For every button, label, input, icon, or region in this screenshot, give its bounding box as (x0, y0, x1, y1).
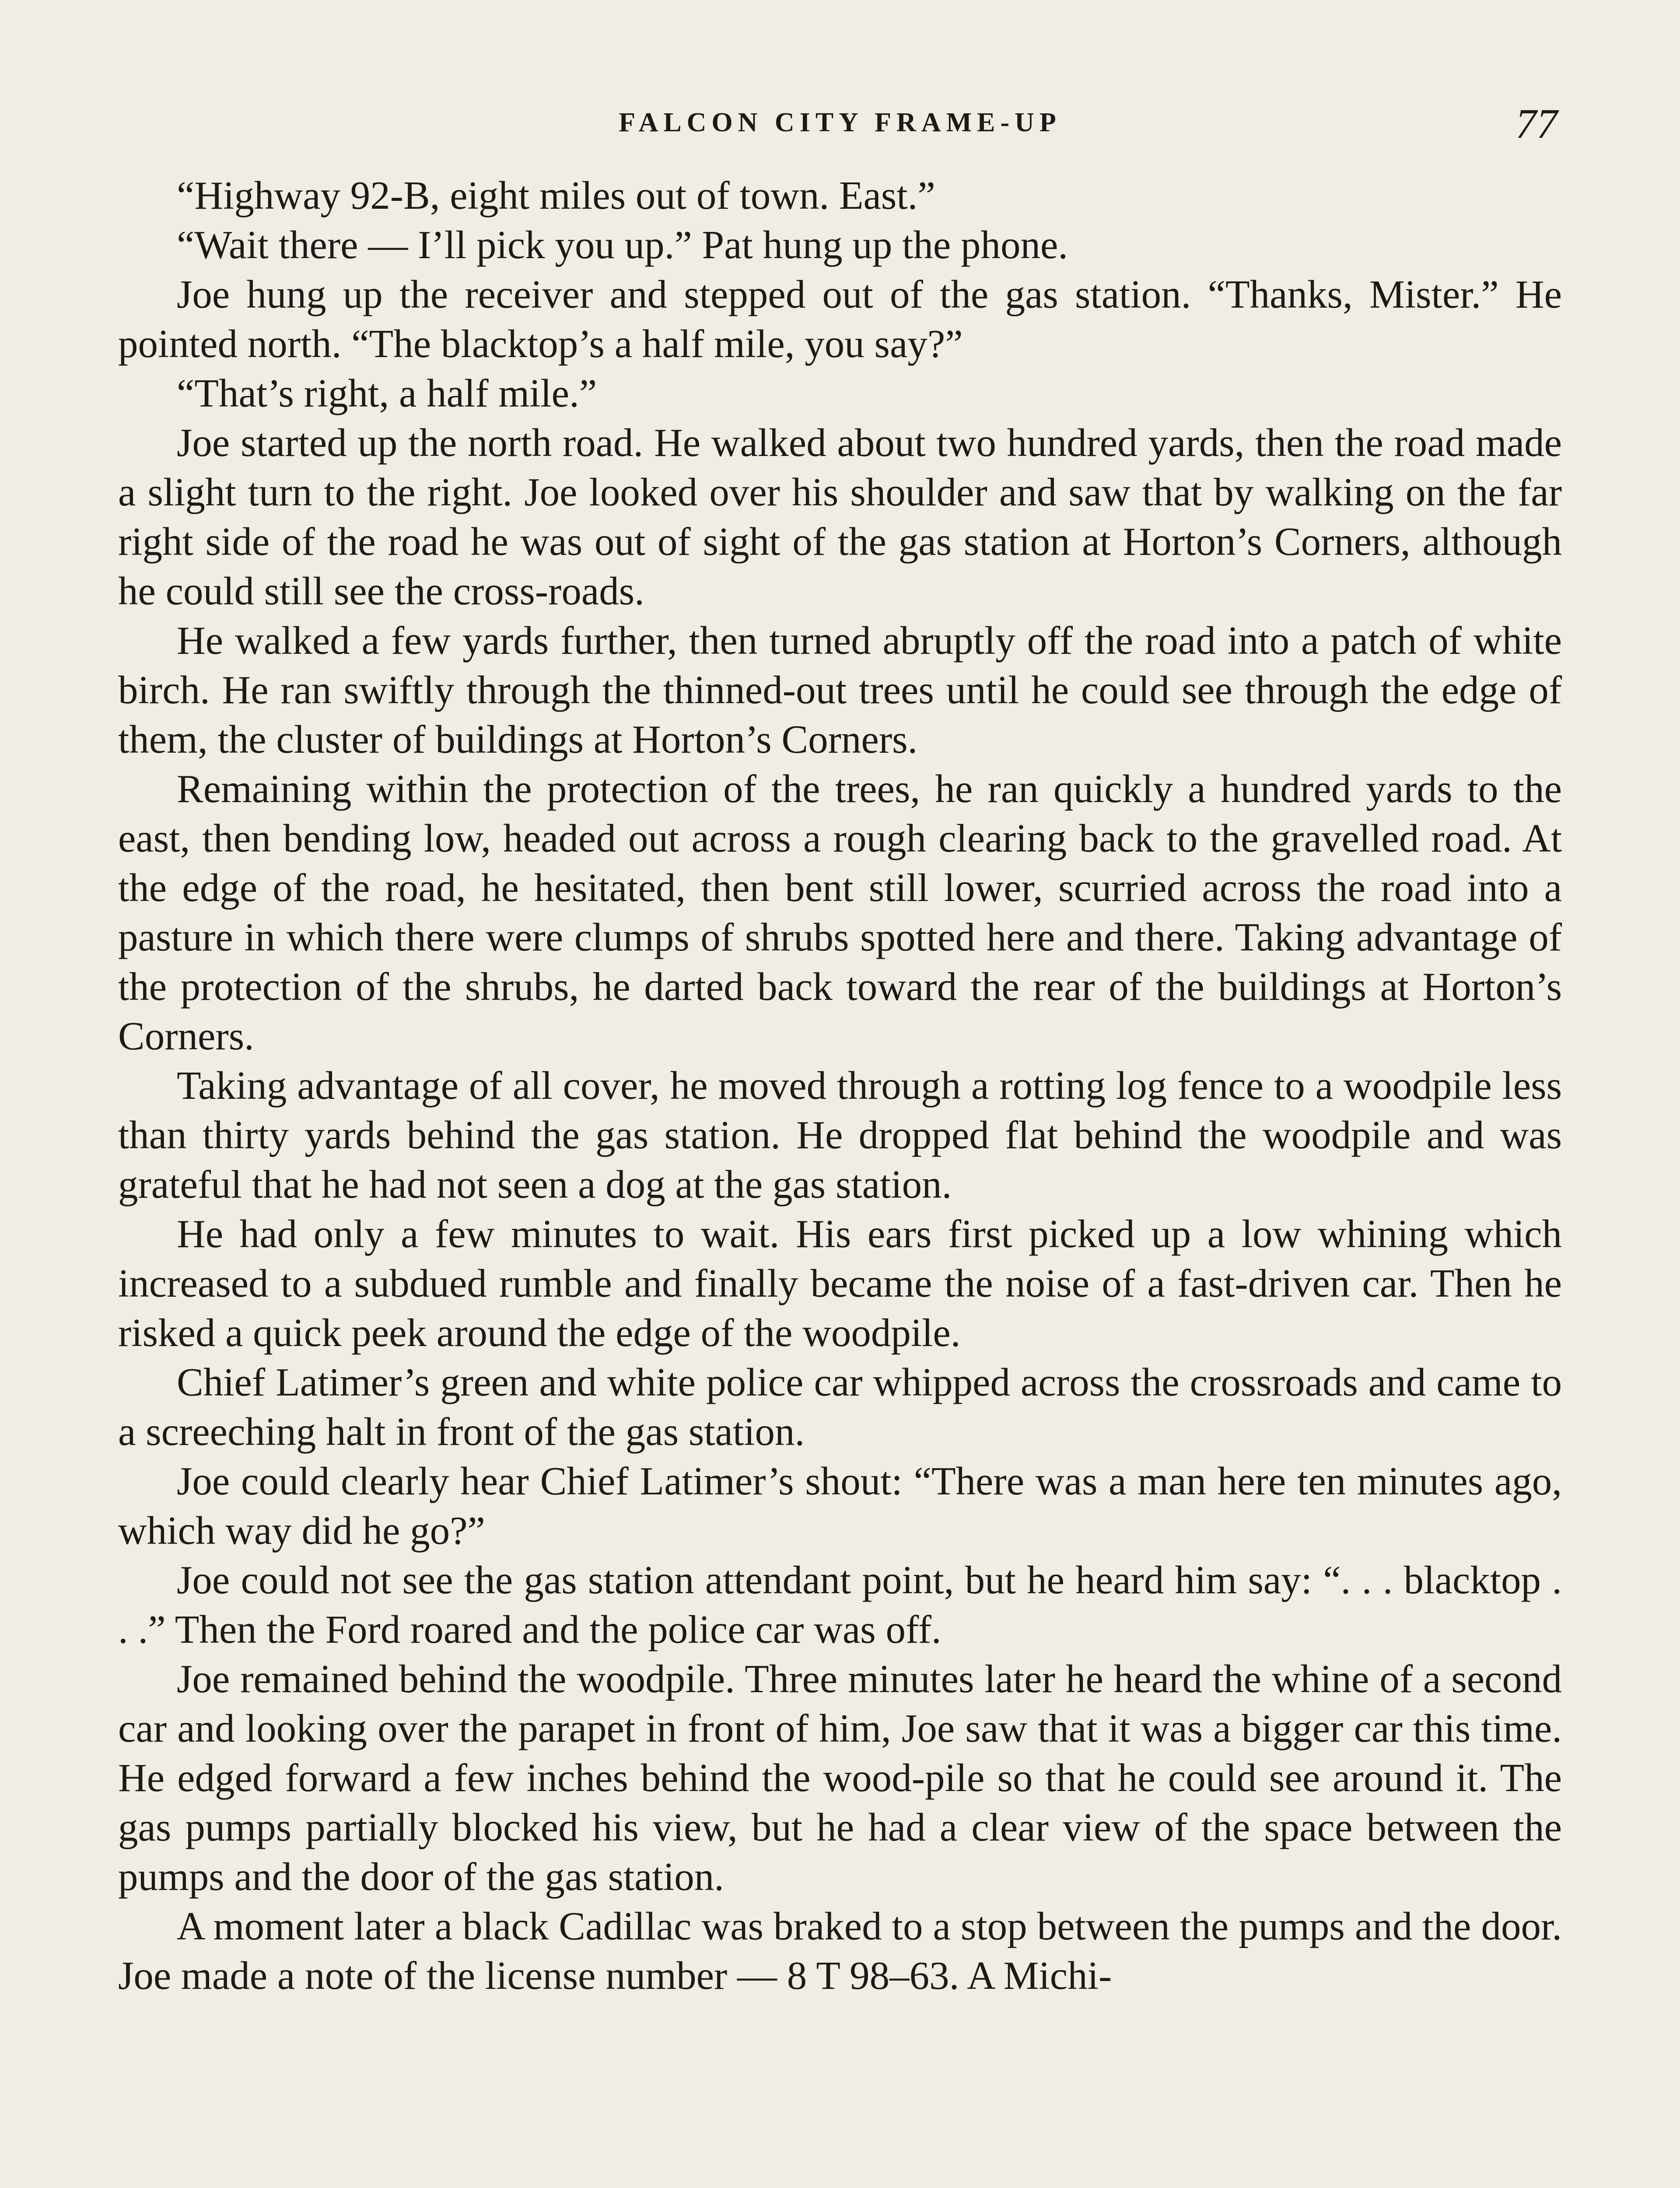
paragraph: Joe remained behind the woodpile. Three minutes later he heard the whine of a second car and looking over the parapet in front of him, Joe saw that it was a bigger car this time. He edged forward a few inches behind the wood-pile so that he could see around it. The gas pumps partially blocked his view, but he had a clear view of the space between the pumps and the door of the gas station. (118, 1657, 1562, 1899)
paragraph: Joe could clearly hear Chief Latimer’s shout: “There was a man here ten minutes ago, which way did he go?” (118, 1459, 1562, 1553)
paragraph: He walked a few yards further, then turned abruptly off the road into a patch of white birch. He ran swiftly through the thinned-out trees until he could see through the edge of them, the cluster of buildings at Horton’s Corners. (118, 618, 1562, 761)
paragraph: Joe started up the north road. He walked about two hundred yards, then the road made a slight turn to the right. Joe looked over his shoulder and saw that by walking on the far right side of the road he was out of sight of the gas station at Horton’s Corners, although he could still see the cross-roads. (118, 421, 1562, 613)
paragraph: “That’s right, a half mile.” (177, 371, 597, 415)
paragraph: Remaining within the protection of the trees, he ran quickly a hundred yards to the east, then bending low, headed out across a rough clearing back to the gravelled road. At the edge of the road, he hesitated, then bent still lower, scurried across the road into a pasture in which there were clumps of shrubs spotted here and there. Taking advantage of the protection of the shrubs, he darted back toward the rear of the buildings at Horton’s Corners. (118, 767, 1562, 1058)
paragraph: A moment later a black Cadillac was braked to a stop between the pumps and the door. Joe made a note of the license number — 8 T 98–63. A Michi- (118, 1904, 1562, 1998)
paragraph: Taking advantage of all cover, he moved through a rotting log fence to a woodpile less than thirty yards behind the gas station. He dropped flat behind the woodpile and was grateful that he had not seen a dog at the gas station. (118, 1063, 1562, 1206)
paragraph: “Highway 92-B, eight miles out of town. East.” (177, 173, 935, 217)
paragraph: “Wait there — I’ll pick you up.” Pat hung up the phone. (177, 223, 1068, 267)
page-body (118, 171, 1562, 2000)
running-title: FALCON CITY FRAME-UP (619, 108, 1061, 137)
page-header (0, 100, 1680, 160)
paragraph: Joe hung up the receiver and stepped out of the gas station. “Thanks, Mister.” He pointed north. “The blacktop’s a half mile, you say?” (118, 272, 1562, 366)
paragraph: Chief Latimer’s green and white police car whipped across the crossroads and came to a screeching halt in front of the gas station. (118, 1360, 1562, 1454)
paragraph: He had only a few minutes to wait. His ears first picked up a low whining which increased to a subdued rumble and finally became the noise of a fast-driven car. Then he risked a quick peek around the edge of the woodpile. (118, 1212, 1562, 1355)
paragraph: Joe could not see the gas station attendant point, but he heard him say: “. . . blacktop . . .” Then the Ford roared and the police car was off. (118, 1558, 1562, 1652)
page-number: 77 (1516, 100, 1558, 147)
